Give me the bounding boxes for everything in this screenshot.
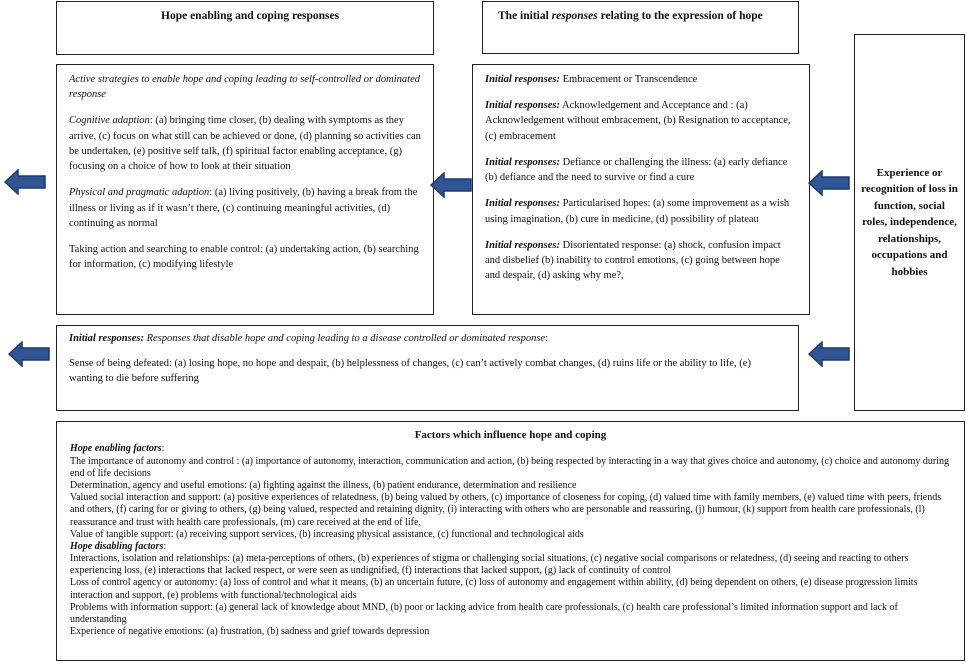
sense-of-defeat: Sense of being defeated: (a) losing hope, no hope and despair, (b) helplessness of changes, (c) can’t actively combat changes, (d) ruins life or the ability to life, (e) wanting to die before suffering [69,358,751,385]
physical-adaption [69,185,421,231]
initial-title-italic: responses [551,10,598,22]
enabling-factor: Value of tangible support: (a) receiving support services, (b) increasing physical assistance, (c) functional and technological aids [70,528,584,540]
enabling-factor: Determination, agency and useful emotions: (a) fighting against the illness, (b) patient endurance, determination and resilience [70,479,577,491]
enabling-factors-heading [70,443,951,455]
cognitive-text: : (a) bringing time closer, (b) dealing with symptoms as they arrive, (c) focus on what still can be achieved or done, (d) planning so activities can be undertaken, (e) positive self talk, (f) spiritual factor enabling acceptance, (g) focusing on a choice of how to look at their situation [69,115,421,173]
hope-enabling-title: Hope enabling and coping responses [161,10,340,22]
initial-responses-title [498,10,763,22]
initial-response-text: Acknowledgement and Acceptance and : (a) Acknowledgement without embracement, (b) Resignation to acceptance, (c) embracement [485,100,791,142]
enabling-factor: Valued social interaction and support: (a) positive experiences of relatedness, (b) being valued by others, (c) importance of closeness for coping, (d) valued time with family members, (e) valued time with peers, friends and others, (f) caring for or giving to others, (g) being valued, respected and retaining dignity, (i) interacting with others who are personable and reassuring, (j) humour, (k) support from health care professionals, (l) reassurance and trust with health care professionals, (m) care received at the end of life, [70,492,942,528]
experience-of-loss-box [854,34,965,411]
disabling-factor: Interactions, isolation and relationships: (a) meta-perceptions of others, (b) experiences of stigma or challenging social situations, (c) negative social comparisons or relatedness, (d) seeing and reacting to others experiencing loss, (e) interactions that lacked respect, or were seen as undignified, (f) interactions that lacked support, (g) lack of continuity of control [70,553,909,577]
physical-text: : (a) living positively, (b) having a break from the illness or living as if it wasn’t there, (c) continuing meaningful activities, (d) continuing as normal [69,187,418,229]
initial-response-label: Initial responses: [485,74,560,85]
influencing-factors-box [56,421,965,661]
disabling-factors-label: Hope disabling factors [70,540,164,552]
factors-title: Factors which influence hope and coping [414,429,607,441]
initial-response-item [485,155,797,185]
initial-response-label: Initial responses: [485,239,560,251]
initial-responses-title-box [482,1,799,54]
left-arrow-icon [808,341,850,367]
disabling-label: Initial responses: [69,333,144,344]
disabling-factors-heading [70,541,951,553]
left-arrow-icon [808,170,850,196]
disabling-heading-text: Responses that disable hope and coping leading to a disease controlled or dominated response [143,333,546,344]
initial-response-label: Initial responses: [485,156,560,168]
disabling-factor: Problems with information support: (a) general lack of knowledge about MND, (b) poor or lacking advice from health care professionals, (c) health care professional’s limited information support and lack of understanding [70,601,898,626]
disabling-factor: Loss of control agency or autonomy: (a) loss of control and what it means, (b) an uncertain future, (c) loss of autonomy and engagement within ability, (d) being dependent on others, (e) disease progression limits interaction and support, (e) problems with functional/technological aids [70,577,918,601]
cognitive-label: Cognitive adaption [69,115,150,127]
left-arrow-icon [8,341,50,367]
initial-responses-box [472,64,810,315]
active-strategies-heading: Active strategies to enable hope and coping leading to self-controlled or dominated response [69,74,421,101]
enabling-factor: The importance of autonomy and control : (a) importance of autonomy, interaction, communication and action, (b) being respected by interacting in a way that gives choice and autonomy, (c) choice and autonomy during end of life decisions [70,455,949,479]
disabling-responses-box [56,325,799,411]
disabling-colon: : [163,540,167,552]
initial-response-item [485,98,797,144]
left-arrow-icon [4,169,46,195]
physical-label: Physical and pragmatic adaption [69,187,210,199]
initial-response-text: Disorientated response: (a) shock, confusion impact and disbelief (b) inability to control emotions, (c) going between hope and despair, (d) asking why me?, [485,239,781,282]
enabling-colon: : [161,443,165,455]
initial-response-item [485,238,797,284]
initial-title-part: The initial [498,10,552,22]
initial-response-text: Embracement or Transcendence [559,74,698,85]
hope-enabling-title-box [56,1,434,55]
experience-of-loss-text: Experience or recognition of loss in function, social roles, independence, relationships, occupations and hobbies [861,166,958,278]
left-arrow-icon [430,172,472,198]
control-actions: Taking action and searching to enable control: (a) undertaking action, (b) searching for information, (c) modifying lifestyle [69,243,419,271]
active-strategies-box [56,64,434,315]
initial-response-text: Defiance or challenging the illness: (a) early defiance (b) defiance and the need to survive or find a cure [485,156,788,184]
disabling-colon: : [545,333,548,344]
initial-title-part: relating to the expression of hope [597,10,763,22]
cognitive-adaption [69,113,421,174]
initial-response-label: Initial responses: [485,100,560,112]
enabling-factors-label: Hope enabling factors [70,443,162,455]
initial-response-label: Initial responses: [485,198,560,210]
initial-response-text: Particularised hopes: (a) some improvement as a wish using imagination, (b) cure in medicine, (d) possibility of plateau [485,198,790,225]
disabling-factor: Experience of negative emotions: (a) frustration, (b) sadness and grief towards depression [70,626,430,638]
initial-response-item [485,196,797,226]
disabling-heading [69,331,786,346]
initial-response-item [485,72,797,87]
